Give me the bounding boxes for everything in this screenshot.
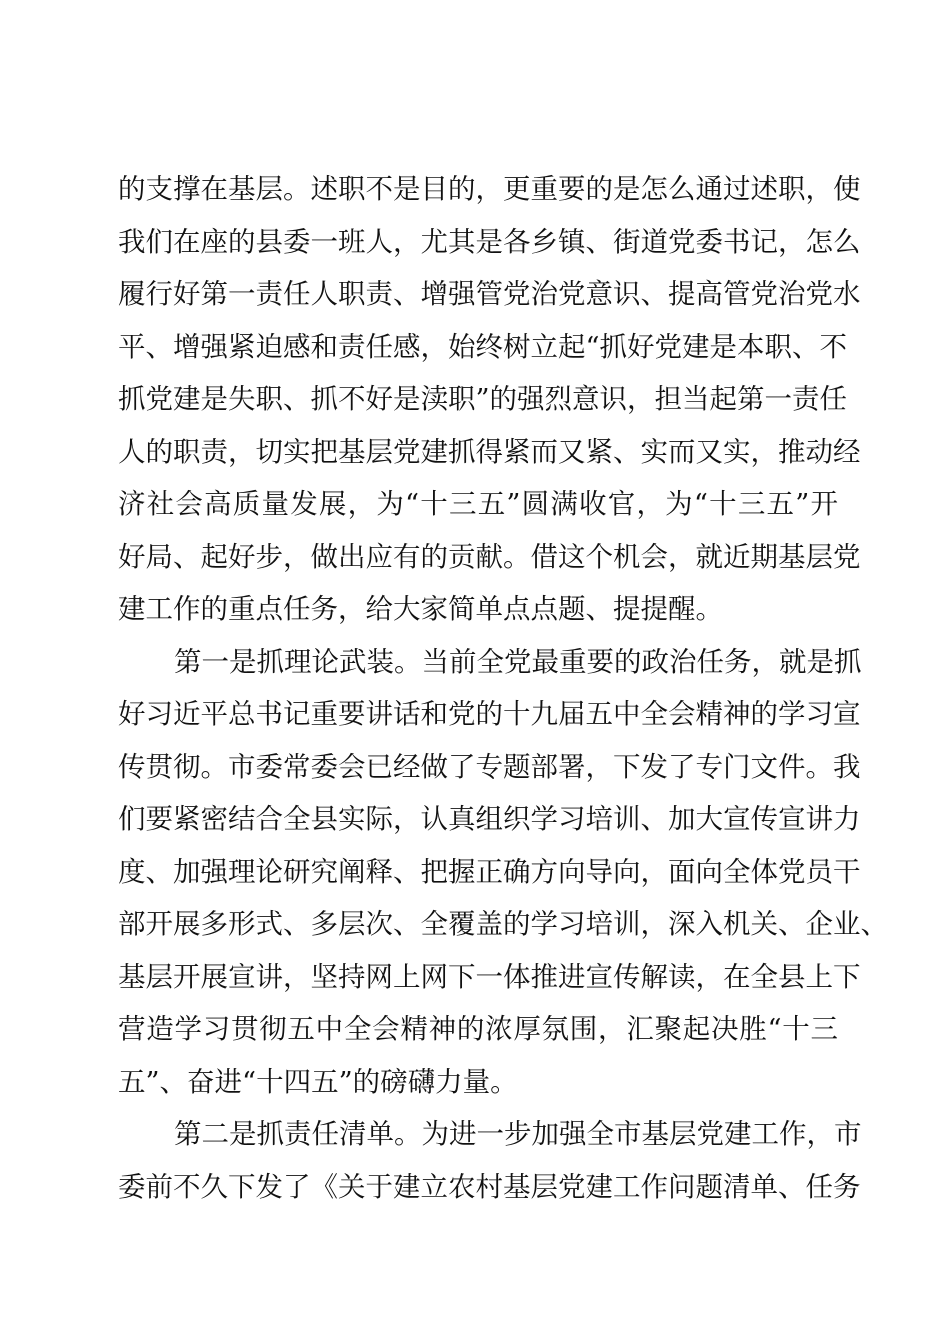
text-line: 建工作的重点任务，给大家简单点点题、提提醒。	[118, 593, 723, 625]
text-line: 委前不久下发了《关于建立农村基层党建工作问题清单、任务	[118, 1170, 861, 1203]
text-line: 我们在座的县委一班人，尤其是各乡镇、街道党委书记，怎么	[118, 225, 861, 258]
paragraph-first-line: 第二是抓责任清单。为进一步加强全市基层党建工作，市	[174, 1118, 862, 1150]
text-line: 好局、起好步，做出应有的贡献。借这个机会，就近期基层党	[118, 540, 861, 573]
text-line: 人的职责，切实把基层党建抓得紧而又紧、实而又实，推动经	[118, 435, 861, 468]
text-line: 营造学习贯彻五中全会精神的浓厚氛围，汇聚起决胜“十三	[118, 1013, 838, 1045]
text-line: 抓党建是失职、抓不好是渎职”的强烈意识，担当起第一责任	[118, 383, 848, 415]
text-line: 传贯彻。市委常委会已经做了专题部署，下发了专门文件。我	[118, 750, 861, 783]
text-line: 平、增强紧迫感和责任感，始终树立起“抓好党建是本职、不	[118, 330, 848, 363]
paragraph-first-line: 第一是抓理论武装。当前全党最重要的政治任务，就是抓	[174, 645, 862, 678]
text-line: 的支撑在基层。述职不是目的，更重要的是怎么通过述职，使	[118, 173, 861, 205]
text-line: 基层开展宣讲，坚持网上网下一体推进宣传解读，在全县上下	[118, 960, 861, 993]
text-line: 好习近平总书记重要讲话和党的十九届五中全会精神的学习宣	[118, 698, 861, 730]
body-text	[118, 163, 888, 1213]
text-line: 济社会高质量发展，为“十三五”圆满收官，为“十三五”开	[118, 488, 838, 520]
text-line: 度、加强理论研究阐释、把握正确方向导向，面向全体党员干	[118, 855, 861, 888]
text-line: 们要紧密结合全县实际，认真组织学习培训、加大宣传宣讲力	[118, 803, 861, 835]
text-line: 履行好第一责任人职责、增强管党治党意识、提高管党治党水	[118, 278, 861, 310]
text-line: 五”、奋进“十四五”的磅礴力量。	[118, 1065, 518, 1098]
text-line: 部开展多形式、多层次、全覆盖的学习培训，深入机关、企业、	[118, 908, 888, 940]
